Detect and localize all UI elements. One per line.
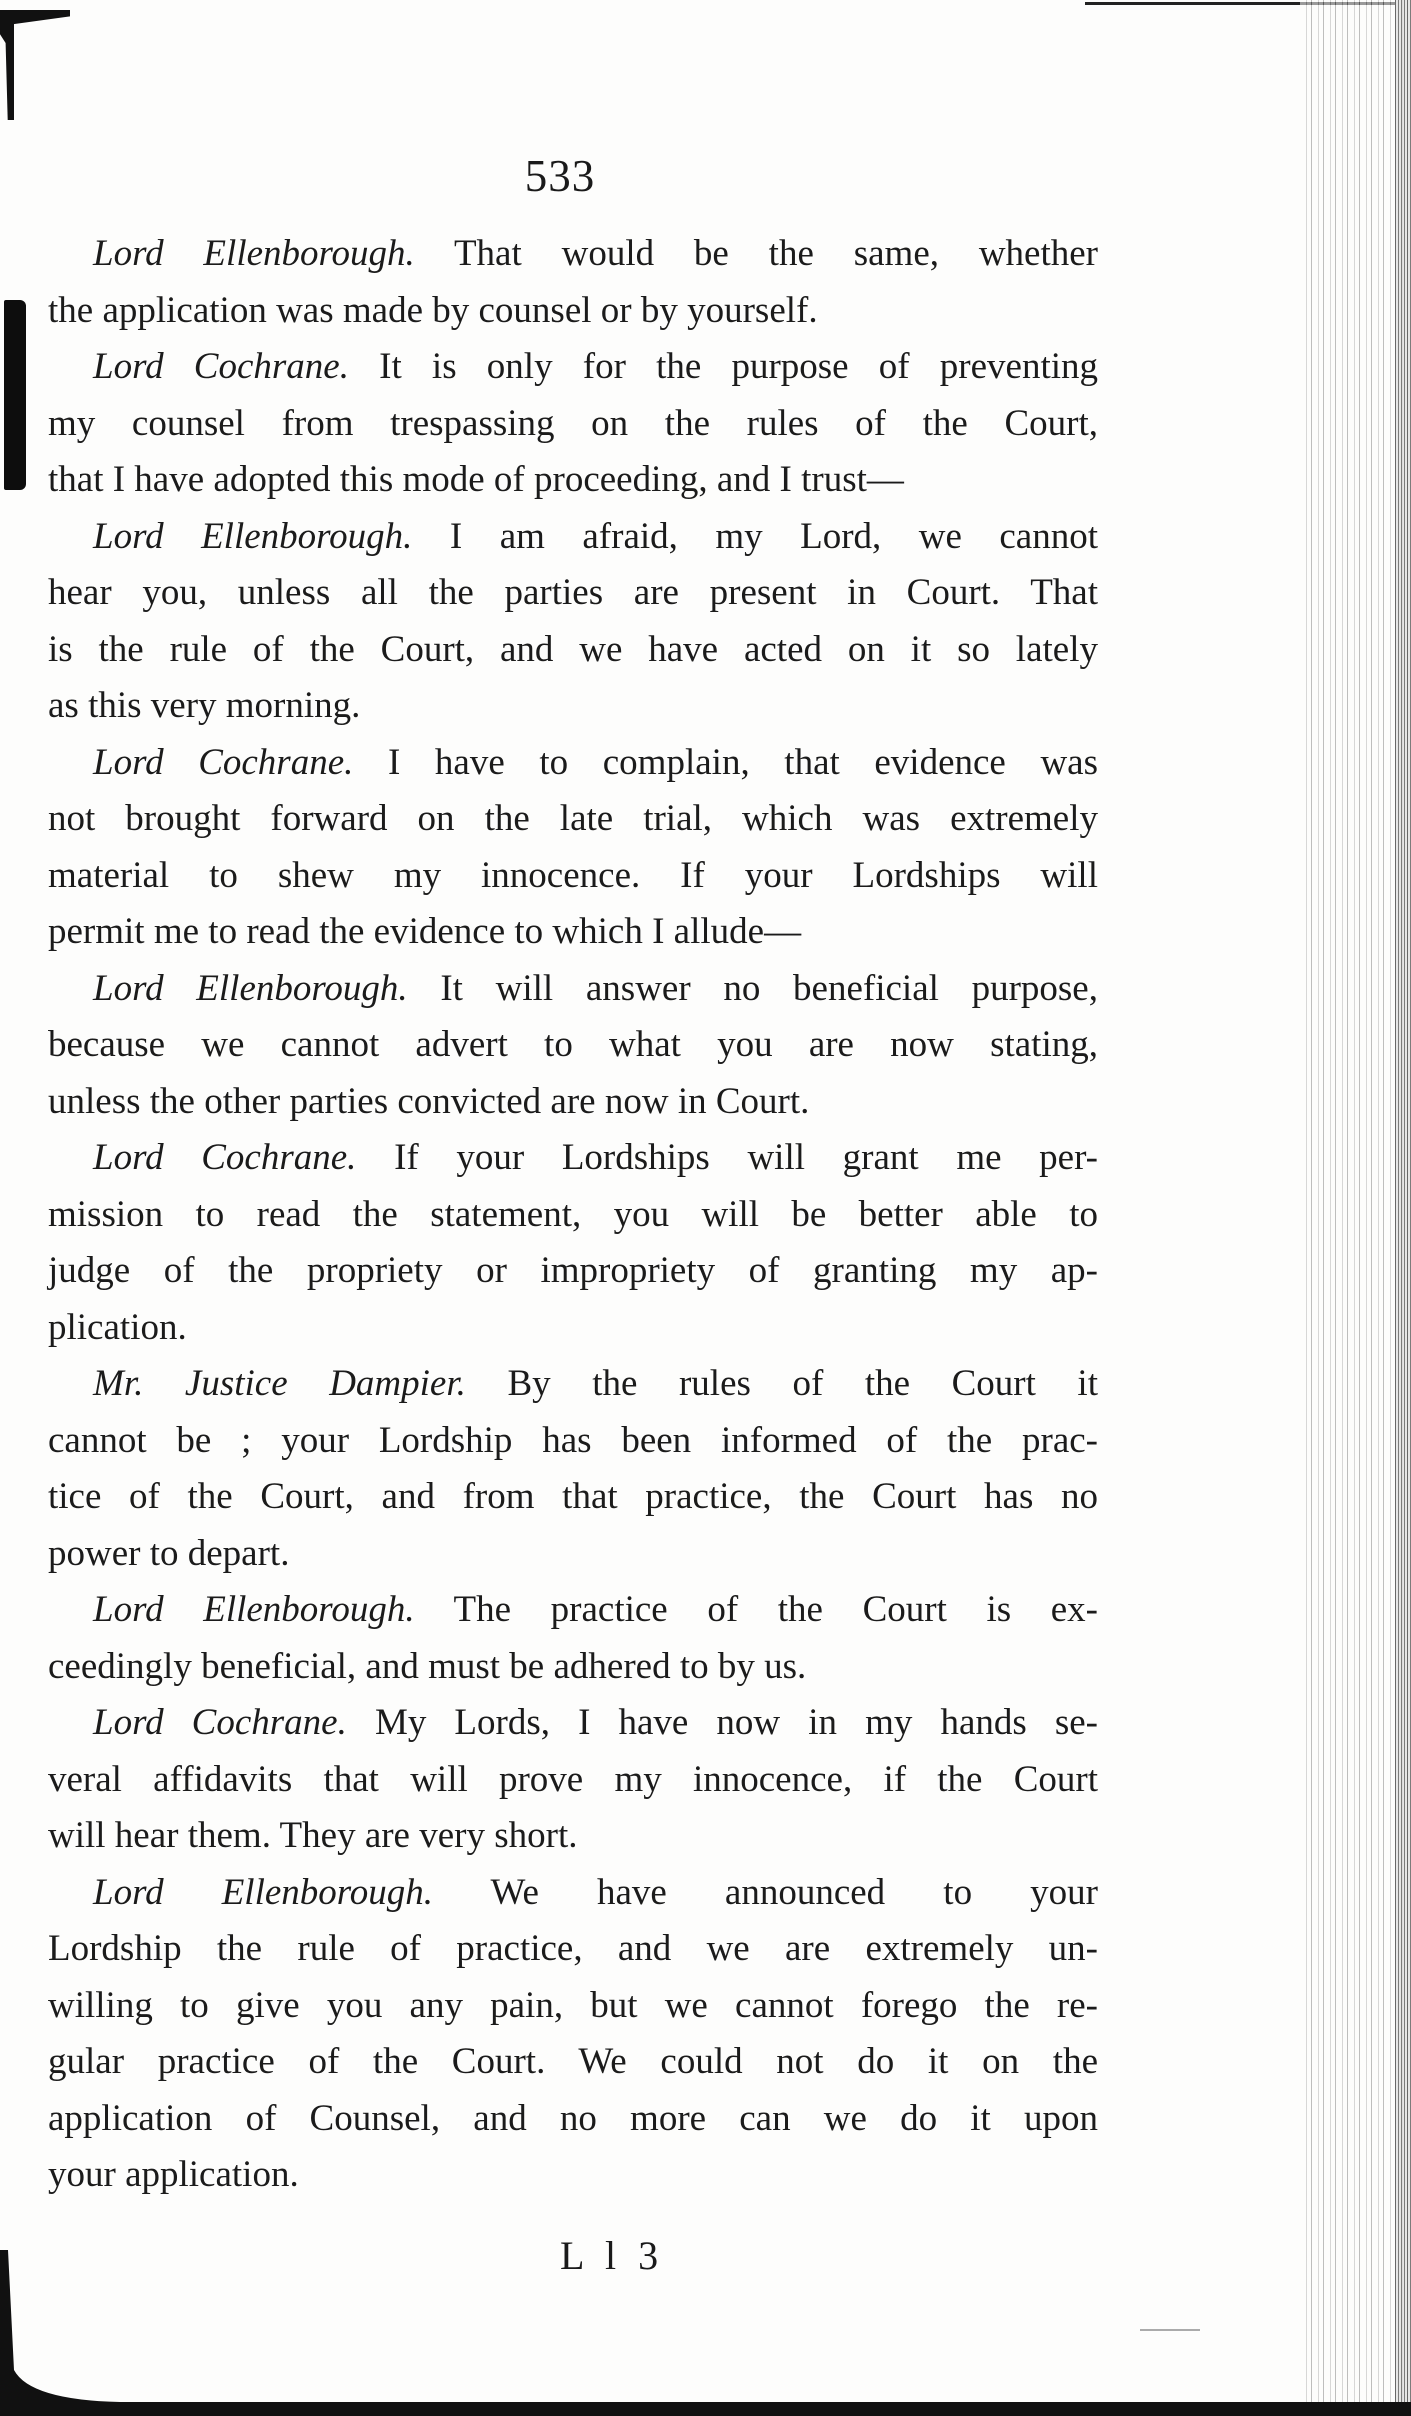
line-text: unless the other parties convicted are now in Court. (48, 1080, 810, 1122)
line-text: The practice of the Court is ex- (414, 1589, 1098, 1630)
text-line (48, 1582, 1098, 1639)
line-text: willing to give you any pain, but we cannot forego the re- (48, 1984, 1098, 2026)
line-text: tice of the Court, and from that practice, the Court has no (48, 1476, 1098, 1517)
text-line (48, 226, 1098, 283)
text-line (48, 2147, 1098, 2204)
line-text: the application was made by counsel or by yourself. (48, 289, 818, 331)
line-text: permit me to read the evidence to which I allude— (48, 911, 802, 952)
text-line (48, 1978, 1098, 2035)
line-text: your application. (48, 2154, 299, 2195)
speaker-name: Lord Cochrane. (93, 741, 354, 783)
line-text: that I have adopted this mode of proceeding, and I trust— (48, 459, 904, 500)
line-text: will hear them. They are very short. (48, 1815, 578, 1856)
text-line (48, 1526, 1098, 1583)
signature-mark: L l 3 (560, 2233, 665, 2278)
text-line (48, 961, 1098, 1018)
scan-corner-mark-vertical (0, 10, 14, 120)
line-text: ceedingly beneficial, and must be adhered to by us. (48, 1645, 807, 1687)
line-text: I am afraid, my Lord, we cannot (412, 515, 1098, 557)
scan-left-edge-shadow (4, 300, 26, 490)
text-line (48, 1356, 1098, 1413)
speaker-name: Lord Ellenborough. (93, 233, 415, 274)
text-line (48, 1243, 1098, 1300)
text-line (48, 904, 1098, 961)
line-text: plication. (48, 1306, 187, 1348)
text-line (48, 396, 1098, 453)
text-line (48, 565, 1098, 622)
speaker-name: Lord Cochrane. (93, 1137, 357, 1178)
page-number: 533 (524, 151, 596, 201)
scan-bottom-curve (0, 2250, 1411, 2416)
text-line (48, 1074, 1098, 1131)
line-text: hear you, unless all the parties are present in Court. That (48, 572, 1098, 613)
text-line (48, 283, 1098, 340)
line-text: We have announced to your (433, 1871, 1098, 1913)
text-line (48, 1413, 1098, 1470)
text-line (48, 1469, 1098, 1526)
line-text: is the rule of the Court, and we have acted on it so lately (48, 628, 1098, 670)
scan-right-edge-dark (1395, 0, 1411, 2416)
speaker-name: Lord Cochrane. (93, 1702, 347, 1743)
line-text: If your Lordships will grant me per- (356, 1137, 1098, 1178)
line-text: By the rules of the Court it (465, 1363, 1098, 1404)
line-text: Lordship the rule of practice, and we are extremely un- (48, 1928, 1098, 1969)
text-line (48, 791, 1098, 848)
line-text: veral affidavits that will prove my innocence, if the Court (48, 1758, 1098, 1800)
line-text: not brought forward on the late trial, which was extremely (48, 798, 1098, 839)
text-line (48, 622, 1098, 679)
text-line (48, 2091, 1098, 2148)
text-line (48, 339, 1098, 396)
line-text: mission to read the statement, you will be better able to (48, 1193, 1098, 1235)
text-line (48, 1752, 1098, 1809)
line-text: That would be the same, whether (414, 233, 1098, 274)
text-line (48, 452, 1098, 509)
line-text: cannot be ; your Lordship has been informed of the prac- (48, 1419, 1098, 1461)
text-line (48, 1187, 1098, 1244)
line-text: My Lords, I have now in my hands se- (346, 1702, 1098, 1743)
text-line (48, 1865, 1098, 1922)
speaker-name: Lord Ellenborough. (93, 1871, 434, 1913)
line-text: application of Counsel, and no more can we do it upon (48, 2097, 1098, 2139)
text-line (48, 678, 1098, 735)
speaker-name: Lord Ellenborough. (93, 967, 408, 1009)
line-text: I have to complain, that evidence was (353, 741, 1099, 783)
line-text: because we cannot advert to what you are now stating, (48, 1024, 1098, 1065)
line-text: It is only for the purpose of preventing (348, 346, 1099, 387)
page-body-text (48, 226, 1098, 2204)
line-text: power to depart. (48, 1532, 290, 1574)
text-line (48, 1300, 1098, 1357)
line-text: gular practice of the Court. We could not do it on the (48, 2041, 1098, 2082)
text-line (48, 1695, 1098, 1752)
speaker-name: Lord Ellenborough. (93, 1589, 415, 1630)
text-line (48, 1921, 1098, 1978)
text-line (48, 2034, 1098, 2091)
speaker-name: Mr. Justice Dampier. (93, 1363, 466, 1404)
line-text: It will answer no beneficial purpose, (407, 967, 1098, 1009)
text-line (48, 848, 1098, 905)
text-line (48, 1808, 1098, 1865)
speaker-name: Lord Ellenborough. (93, 515, 413, 557)
text-line (48, 1639, 1098, 1696)
text-line (48, 1130, 1098, 1187)
text-line (48, 1017, 1098, 1074)
line-text: material to shew my innocence. If your Lordships will (48, 854, 1098, 896)
line-text: my counsel from trespassing on the rules of the Court, (48, 402, 1098, 444)
line-text: judge of the propriety or impropriety of granting my ap- (48, 1250, 1098, 1291)
line-text: as this very morning. (48, 685, 361, 726)
text-line (48, 735, 1098, 792)
text-line (48, 509, 1098, 566)
speaker-name: Lord Cochrane. (93, 346, 349, 387)
